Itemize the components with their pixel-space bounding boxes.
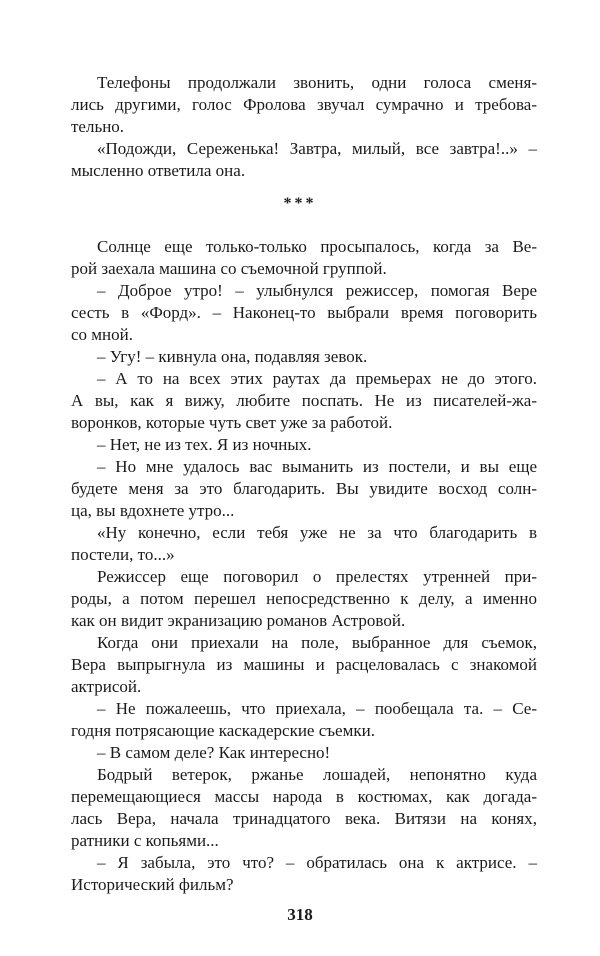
- text-line: лась Вера, начала тринадцатого века. Витязи на конях,: [71, 809, 537, 828]
- text-line: Солнце еще только-только просыпалось, когда за Ве-: [97, 237, 537, 256]
- text-line: – Нет, не из тех. Я из ночных.: [97, 435, 312, 454]
- text-line: «Ну конечно, если тебя уже не за что благодарить в: [97, 523, 537, 542]
- text-line: со мной.: [71, 325, 133, 344]
- text-line: – А то на всех этих раутах да премьерах не до этого.: [97, 369, 537, 388]
- text-line: А вы, как я вижу, любите поспать. Не из писателей-жа-: [71, 391, 537, 410]
- text-line: – Доброе утро! – улыбнулся режиссер, помогая Вере: [97, 281, 537, 300]
- text-line: – Я забыла, это что? – обратилась она к актрисе. –: [97, 853, 537, 872]
- text-line: постели, то...»: [71, 545, 175, 564]
- text-line: перемещающиеся массы народа в костюмах, как догада-: [71, 787, 537, 806]
- section-separator: ***: [283, 195, 317, 212]
- text-line: «Подожди, Сереженька! Завтра, милый, все завтра!..» –: [97, 139, 537, 158]
- text-line: Вера выпрыгнула из машины и расцеловалась с знакомой: [71, 655, 537, 674]
- text-line: воронков, которые чуть свет уже за работой.: [71, 413, 393, 432]
- text-line: – Но мне удалось вас выманить из постели, и вы еще: [97, 457, 537, 476]
- text-line: как он видит экранизацию романов Астровой.: [71, 611, 406, 630]
- text-line: сесть в «Форд». – Наконец-то выбрали время поговорить: [71, 303, 537, 322]
- text-line: ца, вы вдохнете утро...: [71, 501, 235, 520]
- text-line: мысленно ответила она.: [71, 161, 246, 180]
- text-line: годня потрясающие каскадерские съемки.: [71, 721, 375, 740]
- text-line: рой заехала машина со съемочной группой.: [71, 259, 387, 278]
- text-line: Когда они приехали на поле, выбранное для съемок,: [97, 633, 537, 652]
- text-line: – В самом деле? Как интересно!: [97, 743, 331, 762]
- text-line: тельно.: [71, 117, 125, 136]
- page-number: 318: [287, 905, 313, 924]
- text-line: роды, а потом перешел непосредственно к делу, а именно: [71, 589, 537, 608]
- text-line: Телефоны продолжали звонить, одни голоса сменя-: [97, 73, 537, 92]
- text-line: – Угу! – кивнула она, подавляя зевок.: [97, 347, 368, 366]
- text-line: лись другими, голос Фролова звучал сумрачно и требова-: [71, 95, 537, 114]
- text-line: Режиссер еще поговорил о прелестях утренней при-: [97, 567, 537, 586]
- text-line: актрисой.: [71, 677, 142, 696]
- text-line: Бодрый ветерок, ржанье лошадей, непонятно куда: [97, 765, 537, 784]
- text-line: ратники с копьями...: [71, 831, 219, 850]
- text-line: Исторический фильм?: [71, 875, 234, 894]
- text-line: – Не пожалеешь, что приехала, – пообещала та. – Се-: [97, 699, 537, 718]
- text-line: будете меня за это благодарить. Вы увидите восход солн-: [71, 479, 537, 498]
